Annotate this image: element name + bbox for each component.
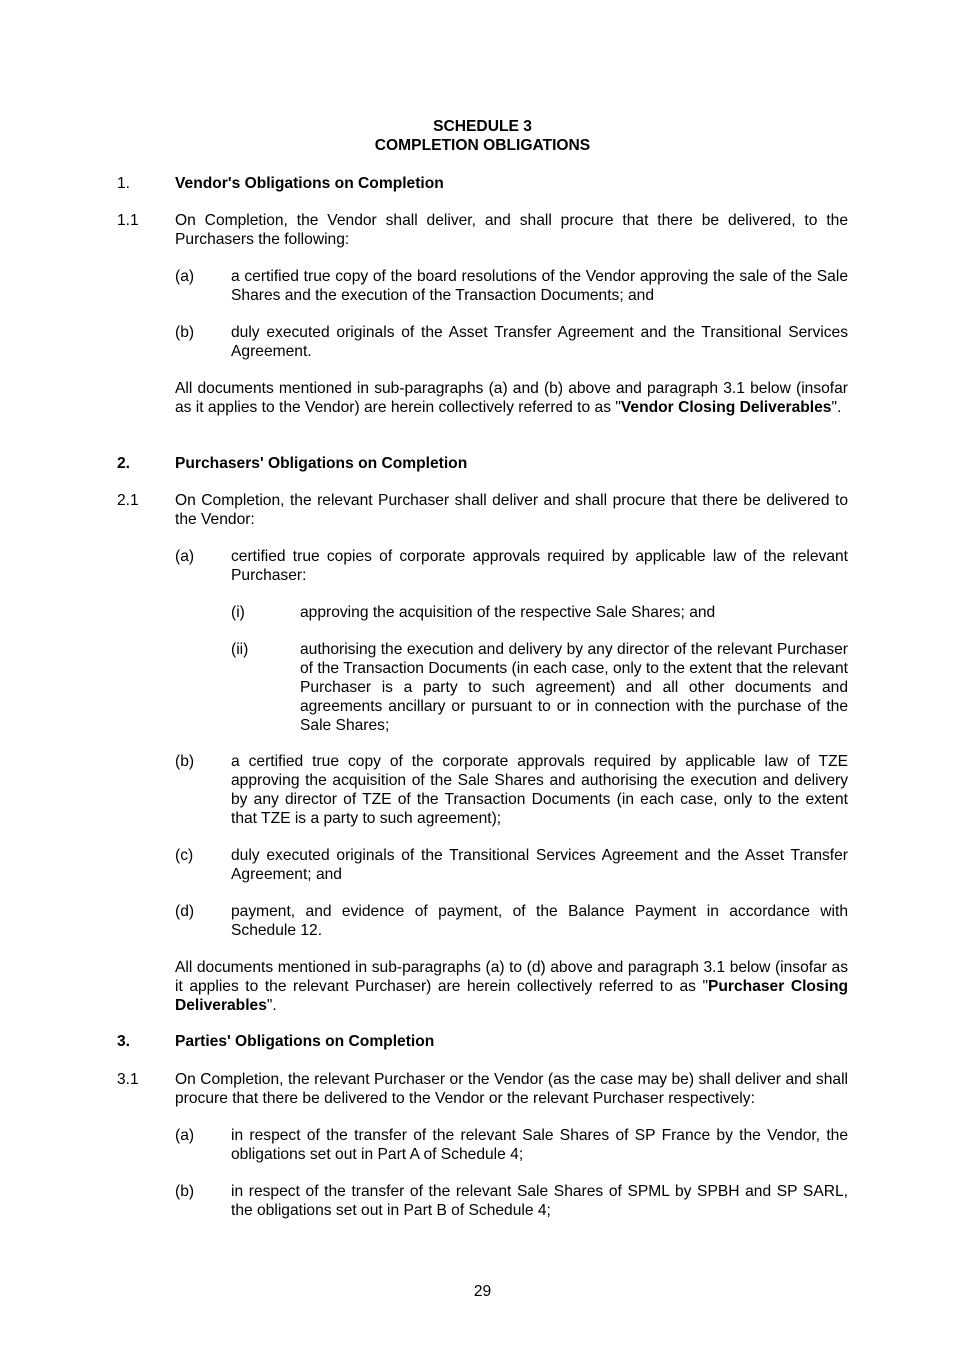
subitem-number: (i) [231, 604, 245, 621]
item-number: (a) [175, 1127, 195, 1144]
item-text: duly executed originals of the Transitional Services Agreement and the Asset Transfer Agreement; and [231, 847, 848, 883]
item-text: a certified true copy of the corporate approvals required by applicable law of TZE approving the acquisition of the Sale Shares and authorising the execution and delivery by any director of TZE of the Transaction Documents (in each case, only to the extent that TZE is a party to such agreement); [231, 753, 848, 827]
defined-term: Purchaser Closing Deliverables [175, 978, 848, 1014]
item-number: (b) [175, 1183, 195, 1200]
item-number: (d) [175, 903, 195, 920]
para-1-1-number: 1.1 [117, 212, 139, 229]
closing-text-pre: All documents mentioned in sub-paragraphs (a) to (d) above and paragraph 3.1 below (insofar as it applies to the relevant Purchaser) are herein collectively referred to as " [175, 959, 848, 995]
item-number: (c) [175, 847, 194, 864]
para-1-1-text: On Completion, the Vendor shall deliver, and shall procure that there be delivered, to the Purchasers the following: [175, 212, 848, 248]
item-text: certified true copies of corporate approvals required by applicable law of the relevant Purchaser: [231, 548, 848, 584]
closing-text-pre: All documents mentioned in sub-paragraphs (a) and (b) above and paragraph 3.1 below (insofar as it applies to the Vendor) are herein collectively referred to as " [175, 380, 848, 416]
para-3-1-text: On Completion, the relevant Purchaser or the Vendor (as the case may be) shall deliver and shall procure that there be delivered to the Vendor or the relevant Purchaser respectively: [175, 1071, 848, 1107]
closing-text-post: ". [831, 399, 842, 416]
subitem-text: approving the acquisition of the respective Sale Shares; and [300, 604, 716, 621]
item-text: duly executed originals of the Asset Transfer Agreement and the Transitional Services Agreement. [231, 324, 848, 360]
item-number: (a) [175, 268, 195, 285]
section-3-heading: Parties' Obligations on Completion [175, 1033, 435, 1050]
section-1-number: 1. [117, 175, 131, 192]
subitem-number: (ii) [231, 641, 249, 658]
schedule-label: SCHEDULE 3 [433, 118, 532, 135]
subitem-text: authorising the execution and delivery by any director of the relevant Purchaser of the Transaction Documents (in each case, only to the extent that the relevant Purchaser is a party to such agreement) and all other documents and agreements ancillary or pursuant to or in connection with the purchase of the Sale Shares; [300, 641, 848, 734]
section-3-number: 3. [117, 1033, 131, 1050]
defined-term: Vendor Closing Deliverables [620, 399, 832, 416]
schedule-title: COMPLETION OBLIGATIONS [374, 137, 591, 154]
purchaser-closing-paragraph [175, 958, 848, 1015]
section-2-number: 2. [117, 455, 131, 472]
item-text: a certified true copy of the board resolutions of the Vendor approving the sale of the Sale Shares and the execution of the Transaction Documents; and [231, 268, 848, 304]
item-text: payment, and evidence of payment, of the Balance Payment in accordance with Schedule 12. [231, 903, 848, 939]
para-3-1-number: 3.1 [117, 1071, 139, 1088]
section-2-heading: Purchasers' Obligations on Completion [175, 455, 468, 472]
para-2-1-number: 2.1 [117, 492, 139, 509]
para-2-1-text: On Completion, the relevant Purchaser shall deliver and shall procure that there be delivered to the Vendor: [175, 492, 848, 528]
item-text: in respect of the transfer of the relevant Sale Shares of SP France by the Vendor, the obligations set out in Part A of Schedule 4; [231, 1127, 848, 1163]
item-text: in respect of the transfer of the relevant Sale Shares of SPML by SPBH and SP SARL, the obligations set out in Part B of Schedule 4; [231, 1183, 848, 1219]
item-number: (b) [175, 324, 195, 341]
section-1-heading: Vendor's Obligations on Completion [175, 175, 444, 192]
page-number: 29 [473, 1283, 492, 1300]
vendor-closing-paragraph [175, 379, 848, 417]
item-number: (b) [175, 753, 195, 770]
item-number: (a) [175, 548, 195, 565]
closing-text-post: ". [266, 997, 277, 1014]
